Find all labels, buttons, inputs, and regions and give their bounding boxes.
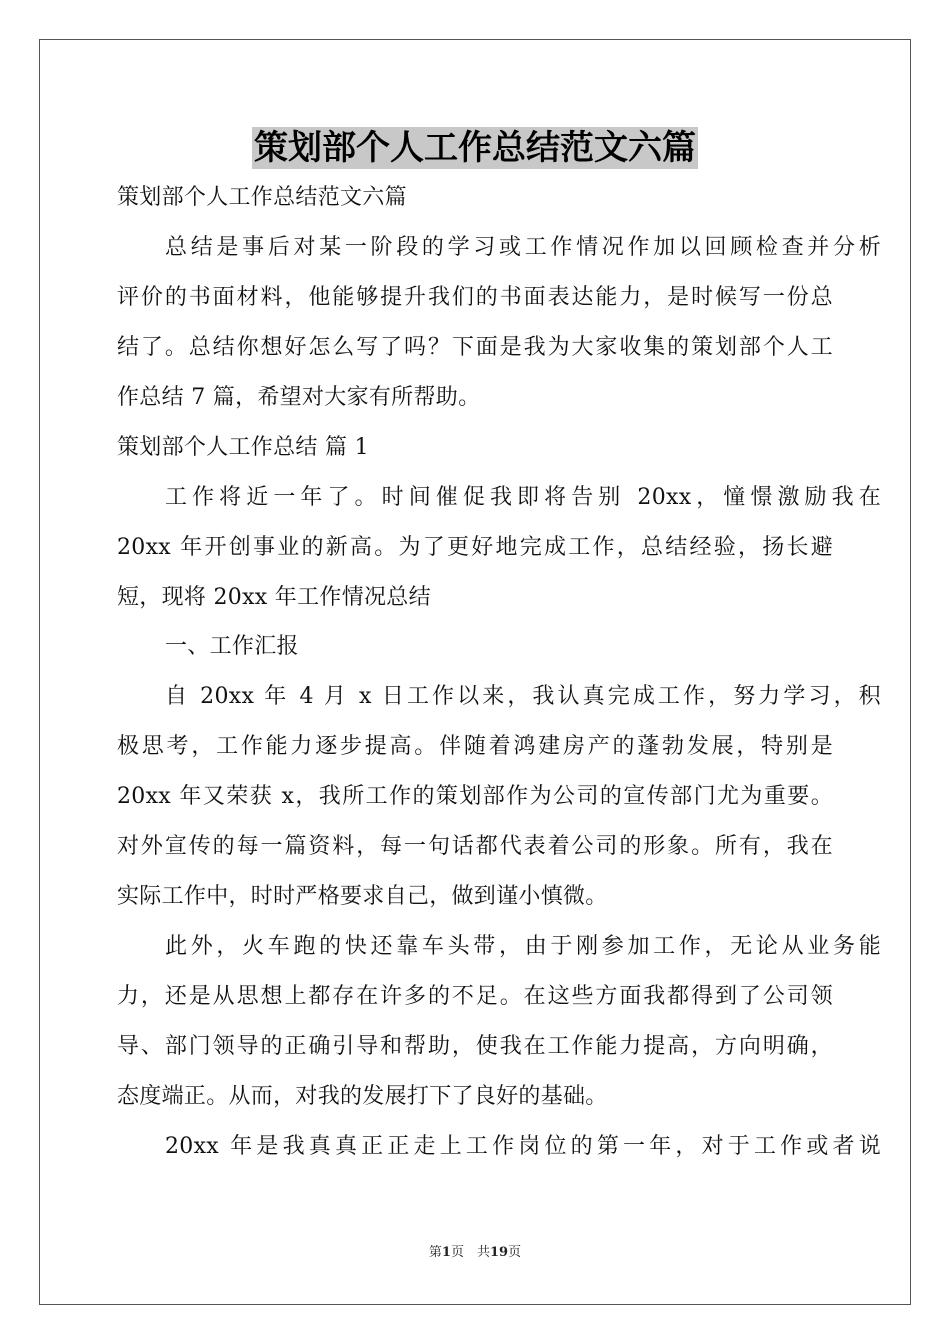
paragraph-line: 作总结 7 篇，希望对大家有所帮助。: [117, 385, 481, 410]
subsection-heading: 一、工作汇报: [165, 634, 299, 659]
footer-prefix: 第: [428, 1245, 442, 1260]
paragraph-line: 总结是事后对某一阶段的学习或工作情况作加以回顾检查并分析: [165, 235, 881, 260]
paragraph-line: 短，现将 20xx 年工作情况总结: [117, 585, 431, 610]
paragraph-line: 20xx 年又荣获 x，我所工作的策划部作为公司的宣传部门尤为重要。: [117, 784, 833, 809]
title-wrap: [117, 127, 833, 169]
paragraph-line: 导、部门领导的正确引导和帮助，使我在工作能力提高，方向明确，: [117, 1034, 833, 1059]
paragraph-line: 对外宣传的每一篇资料，每一句话都代表着公司的形象。所有，我在: [117, 834, 833, 859]
paragraph-line: 态度端正。从而，对我的发展打下了良好的基础。: [117, 1084, 608, 1109]
footer-current-page: 1: [441, 1245, 451, 1260]
footer-mid: 页 共: [450, 1245, 490, 1260]
paragraph-line: 20xx 年是我真真正正走上工作岗位的第一年，对于工作或者说: [165, 1134, 881, 1159]
paragraph-line: 自 20xx 年 4 月 x 日工作以来，我认真完成工作，努力学习，积: [165, 684, 881, 709]
paragraph-line: 20xx 年开创事业的新高。为了更好地完成工作，总结经验，扬长避: [117, 535, 833, 560]
paragraph-line: 结了。总结你想好怎么写了吗？下面是我为大家收集的策划部个人工: [117, 335, 833, 360]
paragraph-line: 工作将近一年了。时间催促我即将告别 20xx，憧憬激励我在: [165, 485, 881, 510]
section-heading: 策划部个人工作总结 篇 1: [117, 435, 369, 460]
subtitle-line: 策划部个人工作总结范文六篇: [117, 185, 407, 210]
paragraph-line: 极思考，工作能力逐步提高。伴随着鸿建房产的蓬勃发展，特别是: [117, 734, 833, 759]
paragraph-line: 力，还是从思想上都存在许多的不足。在这些方面我都得到了公司领: [117, 984, 833, 1009]
page-border: [39, 39, 911, 1305]
document-title: 策划部个人工作总结范文六篇: [254, 128, 696, 168]
footer-total-pages: 19: [489, 1245, 509, 1260]
paragraph-line: 评价的书面材料，他能够提升我们的书面表达能力，是时候写一份总: [117, 285, 833, 310]
footer-suffix: 页: [508, 1245, 522, 1260]
paragraph-line: 实际工作中，时时严格要求自己，做到谨小慎微。: [117, 884, 608, 909]
page-footer: [0, 1245, 950, 1261]
paragraph-line: 此外，火车跑的快还靠车头带，由于刚参加工作，无论从业务能: [165, 934, 881, 959]
